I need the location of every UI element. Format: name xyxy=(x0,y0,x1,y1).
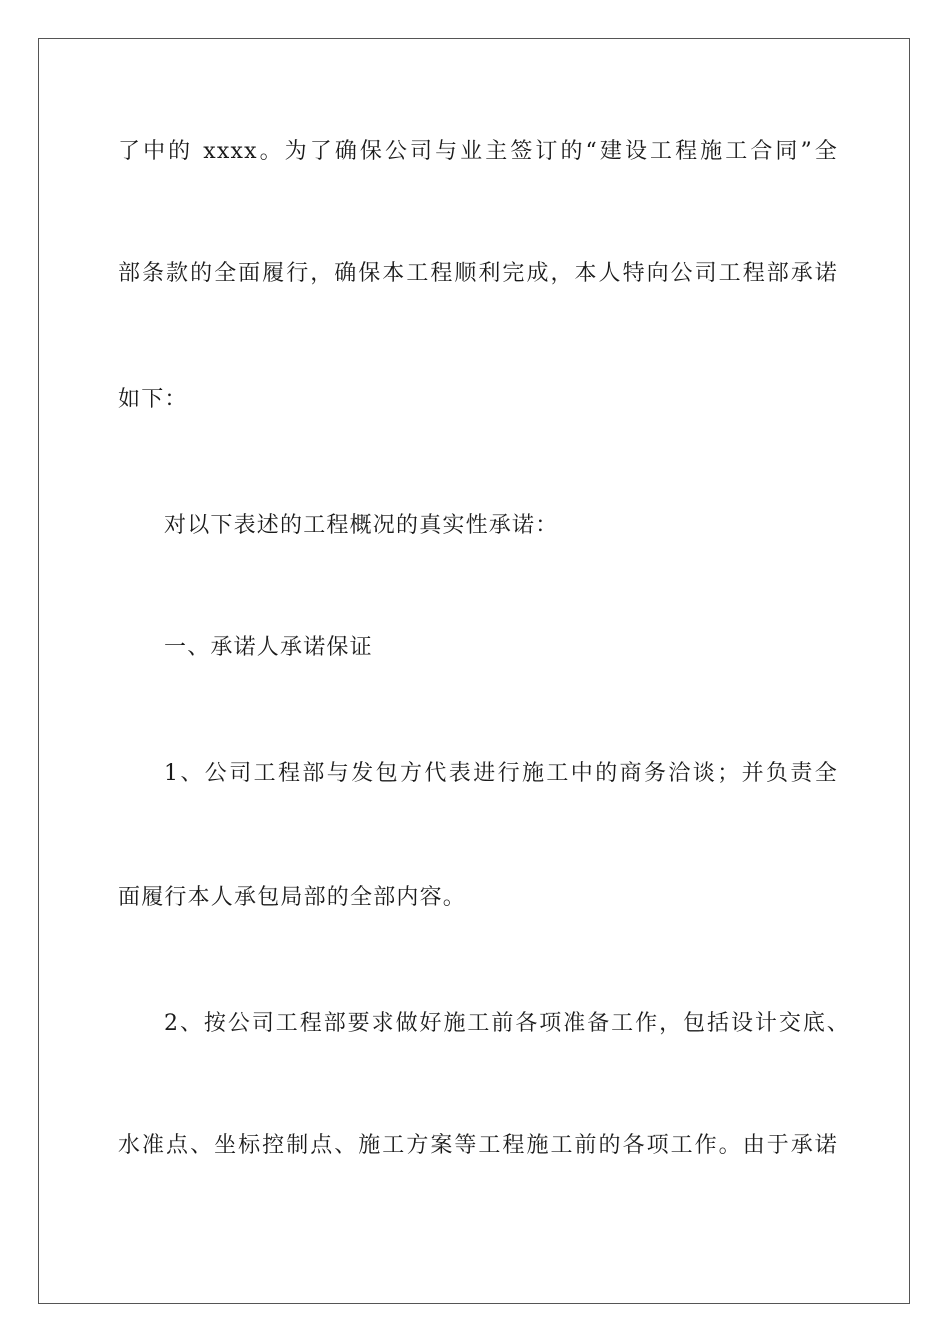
text-line-4: 对以下表述的工程概况的真实性承诺： xyxy=(164,513,559,538)
page-border xyxy=(38,38,910,1304)
text-line-2: 部条款的全面履行，确保本工程顺利完成，本人特向公司工程部承诺 xyxy=(118,261,838,286)
text-line-8: 2、按公司工程部要求做好施工前各项准备工作，包括设计交底、 xyxy=(164,1011,850,1036)
section-heading: 一、承诺人承诺保证 xyxy=(164,635,373,660)
text-line-3: 如下： xyxy=(118,387,188,412)
text-line-1: 了中的 xxxx。为了确保公司与业主签订的“建设工程施工合同”全 xyxy=(118,139,838,164)
text-line-9: 水准点、坐标控制点、施工方案等工程施工前的各项工作。由于承诺 xyxy=(118,1133,838,1158)
text-line-7: 面履行本人承包局部的全部内容。 xyxy=(118,885,467,910)
text-line-6: 1、公司工程部与发包方代表进行施工中的商务洽谈；并负责全 xyxy=(164,761,838,786)
